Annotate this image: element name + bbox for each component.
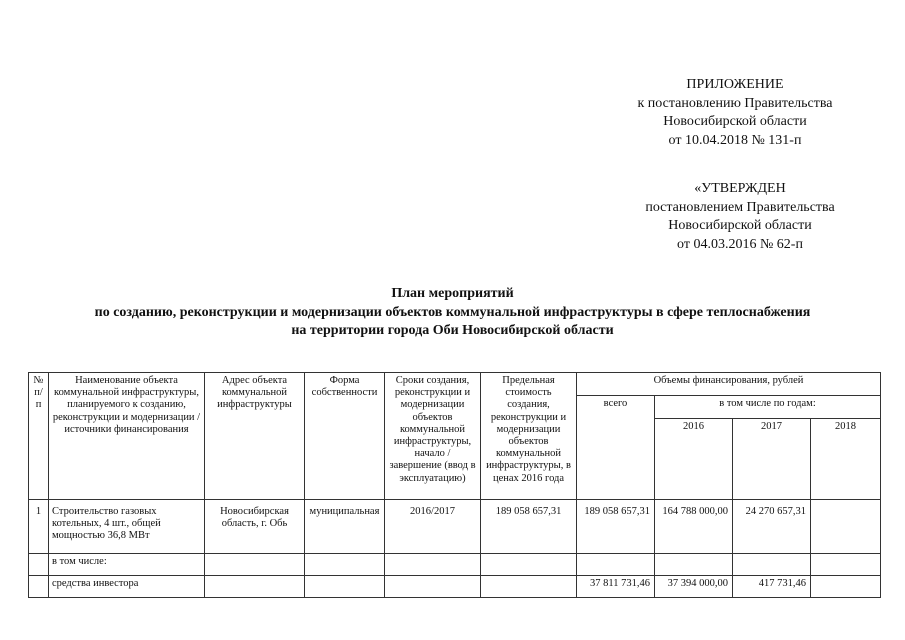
cell-total: 37 811 731,46	[577, 576, 655, 598]
table-row	[29, 554, 881, 576]
title-line: План мероприятий	[391, 286, 514, 301]
appendix-line: Новосибирской области	[663, 114, 807, 129]
title-line: по созданию, реконструкции и модернизации объектов коммунальной инфраструктуры в сфере теплоснабжения	[94, 304, 811, 320]
cell-address	[205, 576, 305, 598]
title-line: на территории города Оби Новосибирской области	[291, 323, 614, 338]
cell-name: средства инвестора	[49, 576, 205, 598]
cell-terms	[385, 554, 481, 576]
appendix-line: к постановлению Правительства	[637, 95, 833, 111]
table-row	[29, 576, 881, 598]
table-header-row	[29, 373, 881, 396]
cell-2017: 417 731,46	[733, 576, 811, 598]
table-row	[29, 500, 881, 554]
header-total: всего	[577, 396, 655, 500]
cell-ownership: муниципальная	[305, 500, 385, 554]
approved-line: Новосибирской области	[668, 218, 812, 233]
header-terms: Сроки создания, реконструкции и модернизации объектов коммунальной инфраструктуры, начало / завершение (ввод в эксплуатацию)	[385, 373, 481, 500]
header-ownership: Форма собственности	[305, 373, 385, 500]
cell-2016: 164 788 000,00	[655, 500, 733, 554]
cell-name: в том числе:	[49, 554, 205, 576]
header-year-2016: 2016	[655, 419, 733, 500]
cell-cost: 189 058 657,31	[481, 500, 577, 554]
header-address: Адрес объекта коммунальной инфраструктуры	[205, 373, 305, 500]
header-year-2017: 2017	[733, 419, 811, 500]
cell-total	[577, 554, 655, 576]
cell-terms	[385, 576, 481, 598]
cell-2016: 37 394 000,00	[655, 576, 733, 598]
cell-ownership	[305, 554, 385, 576]
cell-cost	[481, 554, 577, 576]
cell-2018	[811, 554, 881, 576]
cell-2017	[733, 554, 811, 576]
header-by-years: в том числе по годам:	[655, 396, 881, 419]
appendix-heading: ПРИЛОЖЕНИЕ	[686, 77, 784, 92]
cell-ownership	[305, 576, 385, 598]
cell-address: Новосибирская область, г. Обь	[205, 500, 305, 554]
cell-2017: 24 270 657,31	[733, 500, 811, 554]
header-cost: Предельная стоимость создания, реконструкции и модернизации объектов коммунальной инфраструктуры, в ценах 2016 года	[481, 373, 577, 500]
cell-total: 189 058 657,31	[577, 500, 655, 554]
appendix-date-number: от 10.04.2018 № 131-п	[668, 132, 802, 148]
cell-terms: 2016/2017	[385, 500, 481, 554]
approved-date-number: от 04.03.2016 № 62-п	[677, 236, 803, 252]
approved-block	[590, 180, 890, 254]
header-name: Наименование объекта коммунальной инфраструктуры, планируемого к созданию, реконструкции и модернизации / источники финансирования	[49, 373, 205, 500]
document-title	[0, 285, 905, 341]
cell-2018	[811, 576, 881, 598]
approved-line: постановлением Правительства	[645, 199, 835, 215]
cell-address	[205, 554, 305, 576]
header-funding: Объемы финансирования, рублей	[577, 373, 881, 396]
appendix-block	[590, 76, 880, 150]
cell-num: 1	[29, 500, 49, 554]
cell-num	[29, 576, 49, 598]
cell-cost	[481, 576, 577, 598]
cell-num	[29, 554, 49, 576]
cell-2018	[811, 500, 881, 554]
plan-table	[28, 372, 881, 598]
cell-name: Строительство газовых котельных, 4 шт., общей мощностью 36,8 МВт	[49, 500, 205, 554]
approved-heading: «УТВЕРЖДЕН	[694, 181, 786, 196]
cell-2016	[655, 554, 733, 576]
header-year-2018: 2018	[811, 419, 881, 500]
header-num: № п/п	[29, 373, 49, 500]
